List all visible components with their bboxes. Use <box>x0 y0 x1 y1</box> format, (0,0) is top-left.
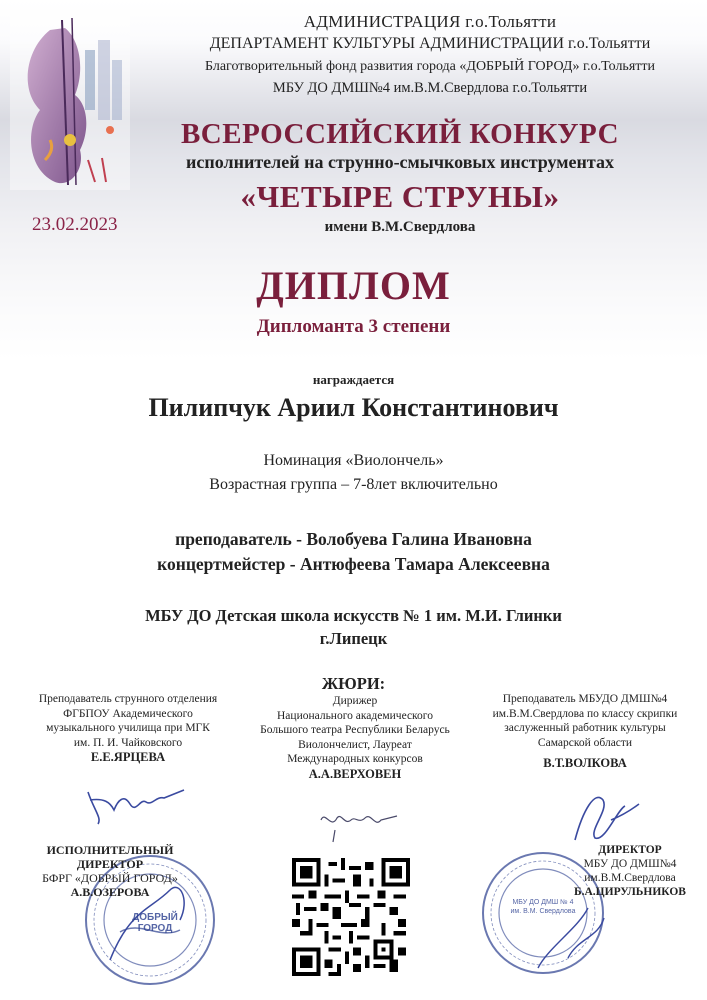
jury-member-2-line: Виолончелист, Лауреат <box>298 738 412 751</box>
signature-volkova <box>565 780 645 850</box>
director-right-role: ДИРЕКТОР <box>598 844 662 856</box>
age-group: Возрастная группа – 7-8лет включительно <box>209 476 498 493</box>
director-left <box>25 843 195 899</box>
signature-yartseva <box>80 780 190 830</box>
contest-dedication: имени В.М.Свердлова <box>324 219 476 235</box>
jury-member-3-line: им.В.М.Свердлова по классу скрипки <box>492 707 678 720</box>
jury-member-3-name: В.Т.ВОЛКОВА <box>543 756 627 770</box>
jury-member-3-line: Преподаватель МБУДО ДМШ№4 <box>502 693 668 705</box>
jury-title: ЖЮРИ: <box>321 674 386 693</box>
nomination: Номинация «Виолончель» <box>263 452 444 469</box>
jury-member-3-line: заслуженный работник культуры <box>504 722 666 734</box>
director-right-org1: МБУ ДО ДМШ№4 <box>583 858 677 870</box>
director-left-org: БФРГ «ДОБРЫЙ ГОРОД» <box>42 871 178 885</box>
director-left-role2: ДИРЕКТОР <box>76 857 144 871</box>
awarded-label: награждается <box>312 372 395 387</box>
header-administration: АДМИНИСТРАЦИЯ г.о.Тольятти <box>303 12 557 31</box>
jury-member-1-name: Е.Е.ЯРЦЕВА <box>90 750 166 764</box>
jury-member-3-line: Самарской области <box>537 736 633 749</box>
contest-date: 23.02.2023 <box>32 214 118 235</box>
school-name: МБУ ДО Детская школа искусств № 1 им. М.И. Глинки <box>145 606 562 625</box>
jury-member-3 <box>465 692 705 771</box>
director-left-name: А.В.ОЗЕРОВА <box>70 885 150 899</box>
jury-member-2-line: Национального академического <box>277 709 433 722</box>
jury-member-1-line: музыкального училища при МГК <box>46 722 210 734</box>
recipient-name: Пилипчук Ариил Константинович <box>148 393 559 422</box>
jury-member-1 <box>8 692 248 765</box>
signature-verkhoven <box>315 800 405 845</box>
diploma-degree: Дипломанта 3 степени <box>256 316 451 337</box>
director-left-role1: ИСПОЛНИТЕЛЬНЫЙ <box>46 843 174 857</box>
jury-member-2-name: А.А.ВЕРХОВЕН <box>308 766 402 781</box>
accompanist: концертмейстер - Антюфеева Тамара Алексеевна <box>157 554 550 574</box>
contest-name: «ЧЕТЫРЕ СТРУНЫ» <box>240 179 560 214</box>
teacher: преподаватель - Волобуева Галина Ивановна <box>175 529 532 549</box>
jury-member-2-line: Международных конкурсов <box>287 753 423 765</box>
diploma-title: ДИПЛОМ <box>256 263 451 308</box>
stamp-right-text: МБУ ДО ДМШ № 4 им. В.М. Свердлова <box>510 899 576 915</box>
director-right-org2: им.В.М.Свердлова <box>584 872 676 884</box>
header-music-school: МБУ ДО ДМШ№4 им.В.М.Свердлова г.о.Тольятти <box>272 80 588 96</box>
director-right-name: Б.А.ЦИРУЛЬНИКОВ <box>574 886 686 898</box>
contest-subtitle: исполнителей на струнно-смычковых инструментах <box>186 152 614 172</box>
director-right <box>545 843 707 899</box>
header-department: ДЕПАРТАМЕНТ КУЛЬТУРЫ АДМИНИСТРАЦИИ г.о.Тольятти <box>209 35 651 52</box>
jury-member-2-line: Дирижер <box>332 695 378 707</box>
header-charity-fund: Благотворительный фонд развития города «ДОБРЫЙ ГОРОД» г.о.Тольятти <box>205 59 655 74</box>
jury-member-2-line: Большого театра Республики Беларусь <box>260 724 450 736</box>
stamp-left-text: ДОБРЫЙ ГОРОД <box>132 912 178 934</box>
jury-member-2 <box>235 694 475 781</box>
jury-member-1-line: ФГБПОУ Академического <box>63 707 193 720</box>
jury-member-1-line: им. П. И. Чайковского <box>73 736 183 749</box>
qr-code-icon <box>292 858 410 976</box>
jury-member-1-line: Преподаватель струнного отделения <box>38 693 218 705</box>
school-city: г.Липецк <box>319 629 388 648</box>
contest-title: ВСЕРОССИЙСКИЙ КОНКУРС <box>180 118 620 150</box>
